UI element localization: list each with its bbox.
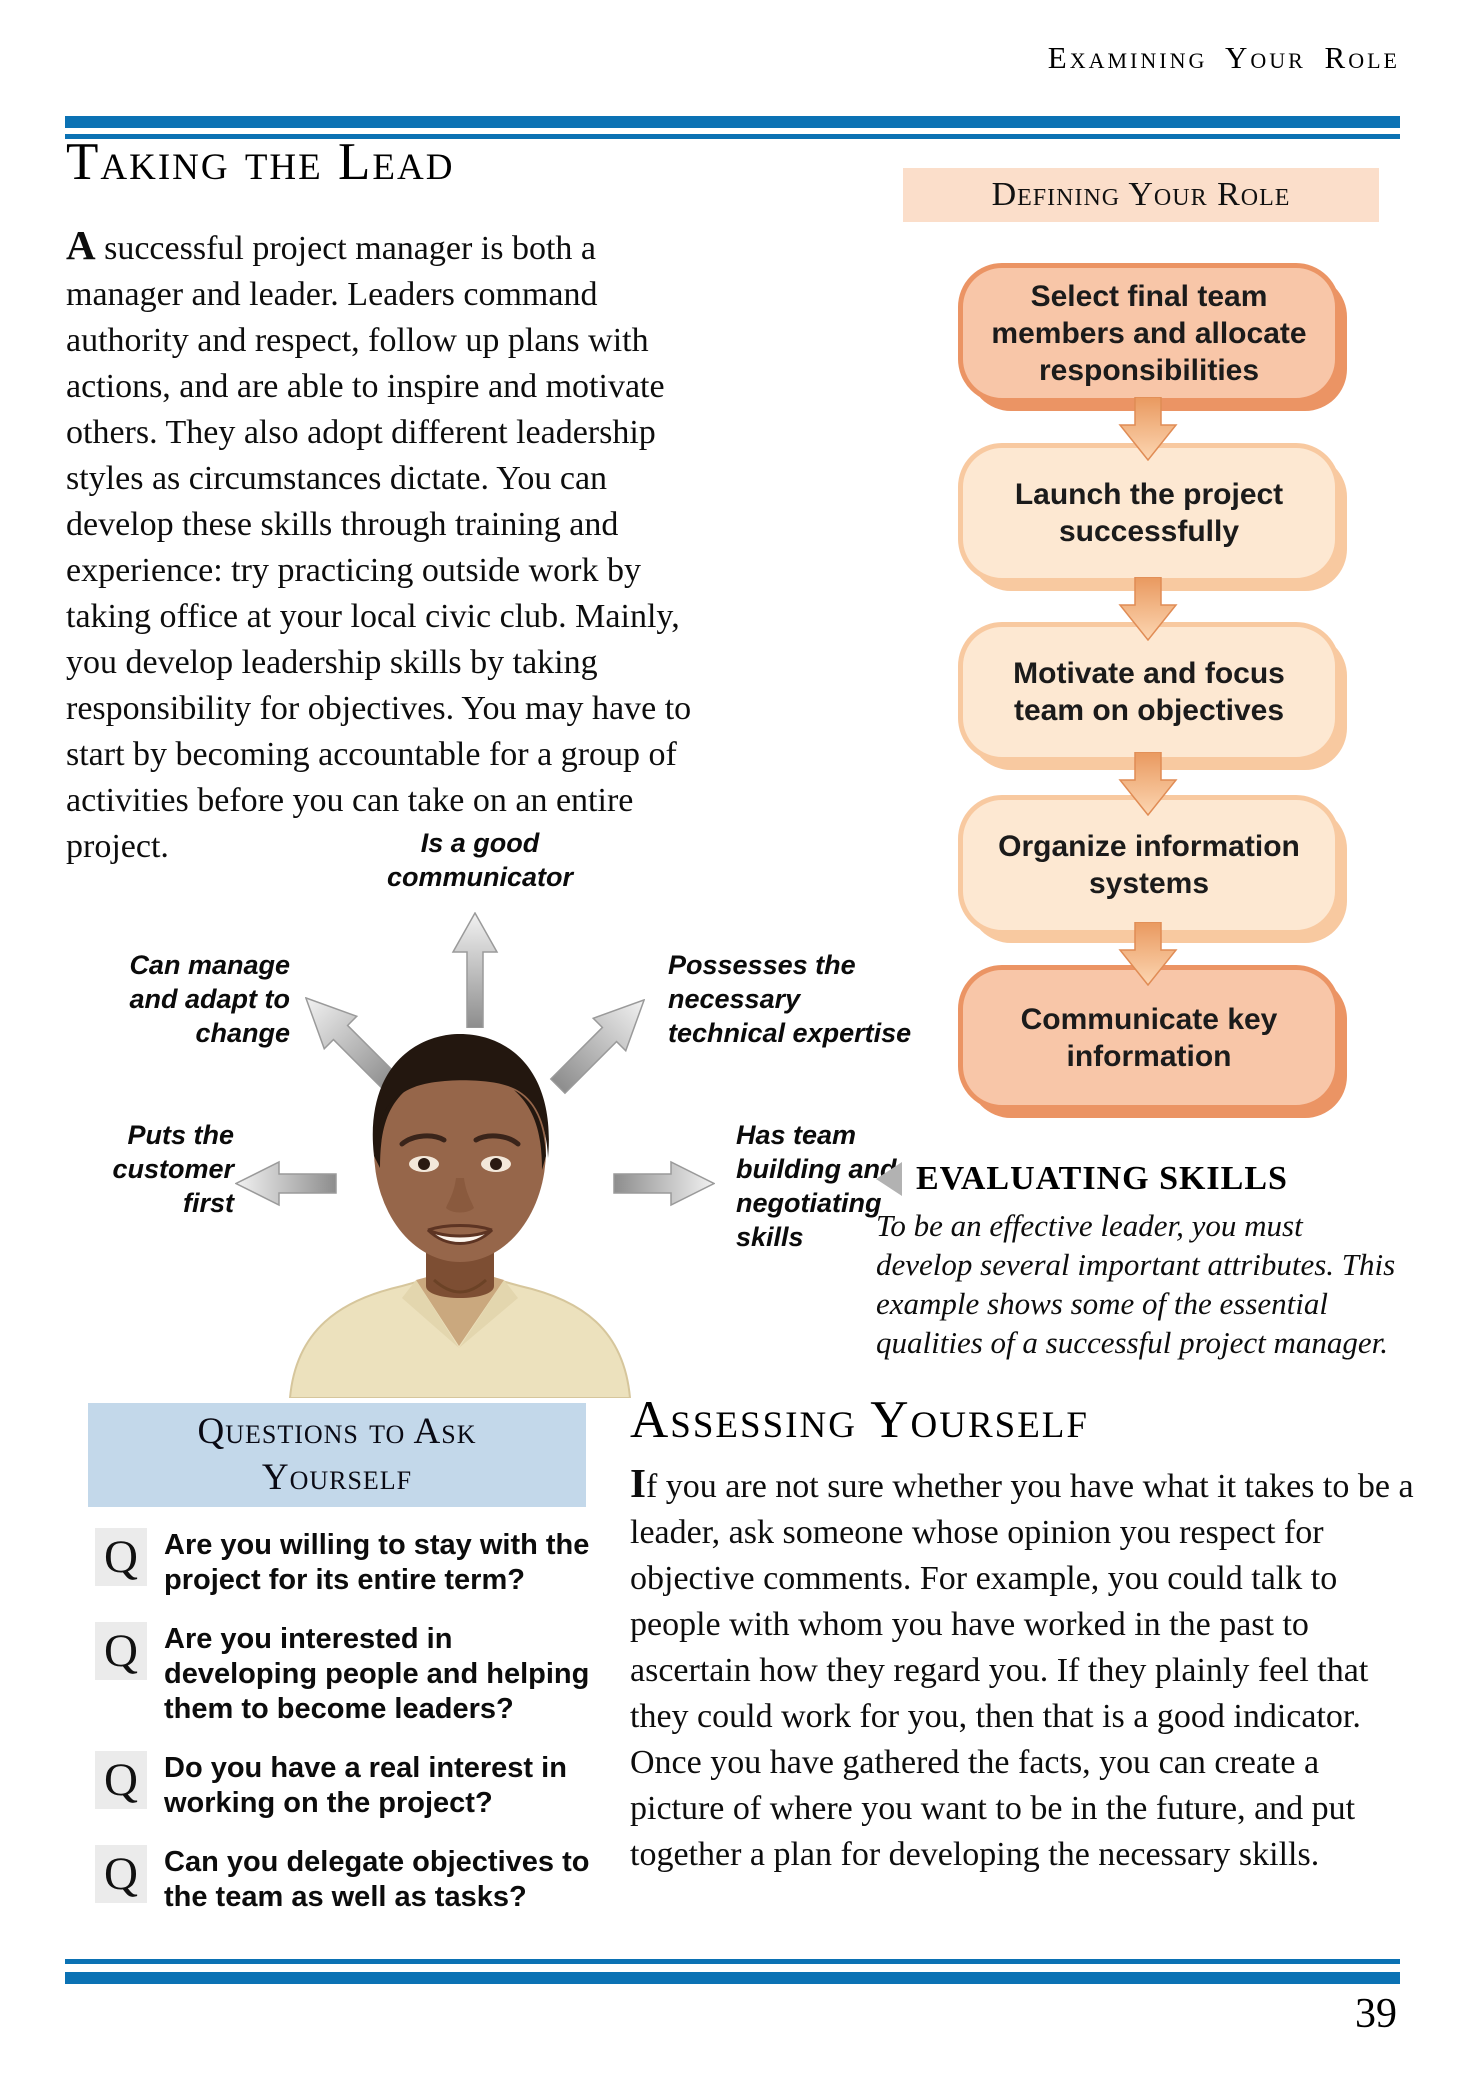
evaluating-skills-caption [876,1160,1400,1362]
label-manage-change: Can manage and adapt to change [129,950,290,1048]
flow-step-label: Launch the project successfully [1014,478,1284,548]
flow-step-label: Communicate key information [1020,1002,1278,1073]
q-badge: Q [95,1751,147,1809]
questions-title: Questions to Ask Yourself [197,1411,477,1498]
defining-your-role-header [903,168,1379,222]
down-arrow-icon [1115,577,1181,641]
label-technical-expertise: Possesses the necessary technical expertise [668,950,912,1048]
body-text: f you are not sure whether you have what it takes to be a leader, ask someone whose opinion you respect for objective comments. For example, you could talk to people with whom you have worked in the past to ascertain how they regard you. If they plainly feel that they could work for you, then that is a good indicator. Once you have gathered the facts, you can create a picture of where you want to be in the future, and put together a plan for developing the necessary skills. [630,1468,1414,1873]
left-triangle-icon [876,1162,902,1196]
assessing-yourself-title: Assessing Yourself [630,1391,1089,1449]
body-text: successful project manager is both a manager and leader. Leaders command authority and respect, follow up plans with actions, and are able to inspire and motivate others. They also adopt different leadership styles as circumstances dictate. You can develop these skills through training and experience: try practicing outside work by taking office at your local civic club. Mainly, you develop leadership skills by taking responsibility for objectives. You may have to start by becoming accountable for a group of activities before you can take on an entire project. [66,230,692,865]
bottom-rule-thick [65,1972,1400,1984]
page-number: 39 [1355,1991,1397,2037]
label-team-building: Has team building and negotiating skills [736,1120,897,1252]
top-rule-thick [65,116,1400,128]
taking-the-lead-body [66,222,718,870]
evaluating-skills-title: EVALUATING SKILLS [916,1160,1288,1197]
question-text: Are you willing to stay with the project for its entire term? [164,1529,590,1596]
bottom-rule [65,1959,1400,1984]
assessing-yourself-body [630,1460,1414,1878]
running-head: Examining Your Role [1047,40,1400,75]
question-text: Are you interested in developing people and helping them to become leaders? [164,1623,590,1725]
questions-list [95,1528,600,1915]
down-arrow-icon [1115,397,1181,461]
defining-your-role-title: Defining Your Role [991,176,1291,213]
up-arrow-icon [450,912,500,1028]
bottom-rule-thin [65,1959,1400,1964]
question-item [95,1528,600,1598]
skills-figure [80,820,940,1398]
question-text: Do you have a real interest in working on the project? [164,1752,567,1819]
label-customer-first: Puts the customer first [112,1120,234,1218]
question-item [95,1622,600,1727]
flow-step-select-team [958,263,1340,403]
flow-step-label: Motivate and focus team on objectives [1013,657,1285,727]
flow-step-communicate-info [958,965,1340,1110]
flow-step-launch-project [958,443,1340,583]
drop-cap: I [630,1460,646,1506]
questions-header [88,1403,586,1507]
q-badge: Q [95,1528,147,1586]
question-item [95,1751,600,1821]
evaluating-skills-text: To be an effective leader, you must develop several important attributes. This example shows some of the essential qualities of a successful project manager. [876,1208,1396,1360]
q-badge: Q [95,1845,147,1903]
flow-step-motivate-team [958,622,1340,762]
down-arrow-icon [1115,752,1181,816]
flow-step-organize-systems [958,795,1340,935]
q-badge: Q [95,1622,147,1680]
question-text: Can you delegate objectives to the team as well as tasks? [164,1846,590,1913]
taking-the-lead-title: Taking the Lead [66,133,455,191]
flow-step-label: Organize information systems [998,830,1300,900]
drop-cap: A [66,222,96,268]
flow-step-label: Select final team members and allocate responsibilities [991,279,1307,387]
question-item [95,1845,600,1915]
down-arrow-icon [1115,922,1181,986]
project-manager-photo [256,1028,662,1398]
label-communicator: Is a good communicator [386,828,574,892]
